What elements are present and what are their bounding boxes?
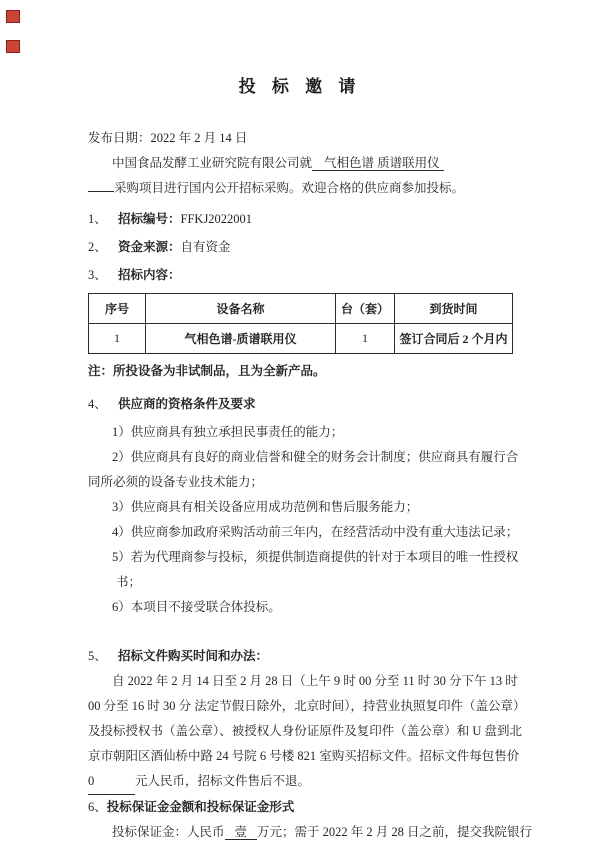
red-marker-icon-bottom [6,40,20,53]
header-serial-number: 序号 [89,294,146,324]
condition-3: 3）供应商具有相关设备应用成功范例和售后服务能力； [112,500,419,514]
cell-serial-number: 1 [89,324,146,354]
deposit-prefix: 投标保证金：人民币 [112,825,225,839]
section-6-title: 投标保证金金额和投标保证金形式 [106,800,295,814]
purchase-line-2: 00 分至 16 时 30 分 法定节假日除外，北京时间），持营业执照复印件（盖公章） [88,699,526,713]
condition-1: 1）供应商具有独立承担民事责任的能力； [112,425,344,439]
cell-delivery-time: 签订合同后 2 个月内 [395,324,513,354]
condition-5-line-2: 书； [116,575,142,589]
item-1-value: FFKJ2022001 [180,212,253,226]
item-2-label: 资金来源： [118,240,181,254]
publish-date: 发布日期：2022 年 2 月 14 日 [88,131,248,145]
table-note: 注：所投设备为非试制品，且为全新产品。 [88,364,326,378]
condition-2-line-1: 2）供应商具有良好的商业信誉和健全的财务会计制度；供应商具有履行合 [112,450,519,464]
table-header-row [89,294,513,324]
qualification-conditions [88,420,519,620]
document-content [88,0,533,845]
section-5-title: 招标文件购买时间和办法： [118,649,269,663]
section-4-title: 供应商的资格条件及要求 [118,397,256,411]
section-6-number: 6、 [88,800,107,814]
item-3-label: 招标内容： [118,268,181,282]
deposit-suffix: 万元；需于 2022 年 2 月 28 日之前，提交我院银行 [257,825,533,839]
item-2-number: 2、 [88,240,107,254]
header-delivery-time: 到货时间 [395,294,513,324]
purchase-line-1: 自 2022 年 2 月 14 日至 2 月 28 日（上午 9 时 00 分至 11 时 30 分下午 13 时 [112,674,518,688]
section-5-heading [88,644,512,669]
deposit-line [88,820,533,845]
condition-2-line-2: 同所必须的设备专业技术能力； [88,475,264,489]
red-marker-icon-top [6,10,20,23]
header-equipment-name: 设备名称 [146,294,336,324]
cell-quantity: 1 [336,324,395,354]
price-suffix: 元人民币，招标文件售后不退。 [135,774,311,788]
condition-5-line-1: 5）若为代理商参与投标，须提供制造商提供的针对于本项目的唯一性授权 [112,550,519,564]
item-3-number: 3、 [88,268,107,282]
purchase-paragraph [88,669,526,795]
item-1-number: 1、 [88,212,107,226]
item-1-label: 招标编号： [118,212,181,226]
purchase-line-3: 及投标授权书（盖公章）、被授权人身份证原件及复印件（盖公章）和 U 盘到北 [88,724,523,738]
equipment-table [88,293,513,354]
section-5-number: 5、 [88,649,107,663]
intro-prefix: 中国食品发酵工业研究院有限公司就 [112,156,313,170]
item-tender-content [88,263,512,288]
condition-6: 6）本项目不接受联合体投标。 [112,600,281,614]
section-4-number: 4、 [88,397,107,411]
section-6-heading [88,795,512,820]
document-title: 投 标 邀 请 [238,77,362,96]
deposit-amount-field: 壹 [225,825,258,840]
item-tender-number [88,207,512,232]
purchase-line-4: 京市朝阳区酒仙桥中路 24 号院 6 号楼 821 室购买招标文件。招标文件每包售价 [88,749,520,763]
purchase-price-line [88,769,512,795]
intro-line-2 [88,176,512,201]
section-4-heading [88,392,512,417]
intro-underlined-subject: 气相色谱 质谱联用仪 [312,156,444,171]
header-quantity: 台（套） [336,294,395,324]
item-2-value: 自有资金 [180,240,231,254]
price-blank-field: 0 [88,769,135,795]
item-fund-source [88,235,512,260]
condition-4: 4）供应商参加政府采购活动前三年内，在经营活动中没有重大违法记录； [112,525,519,539]
intro-underline-blank [88,177,114,192]
intro-line-1 [88,151,512,176]
numbered-items [88,207,512,288]
table-row [89,324,513,354]
cell-equipment-name: 气相色谱-质谱联用仪 [146,324,336,354]
intro-rest: 采购项目进行国内公开招标采购。欢迎合格的供应商参加投标。 [114,181,465,195]
